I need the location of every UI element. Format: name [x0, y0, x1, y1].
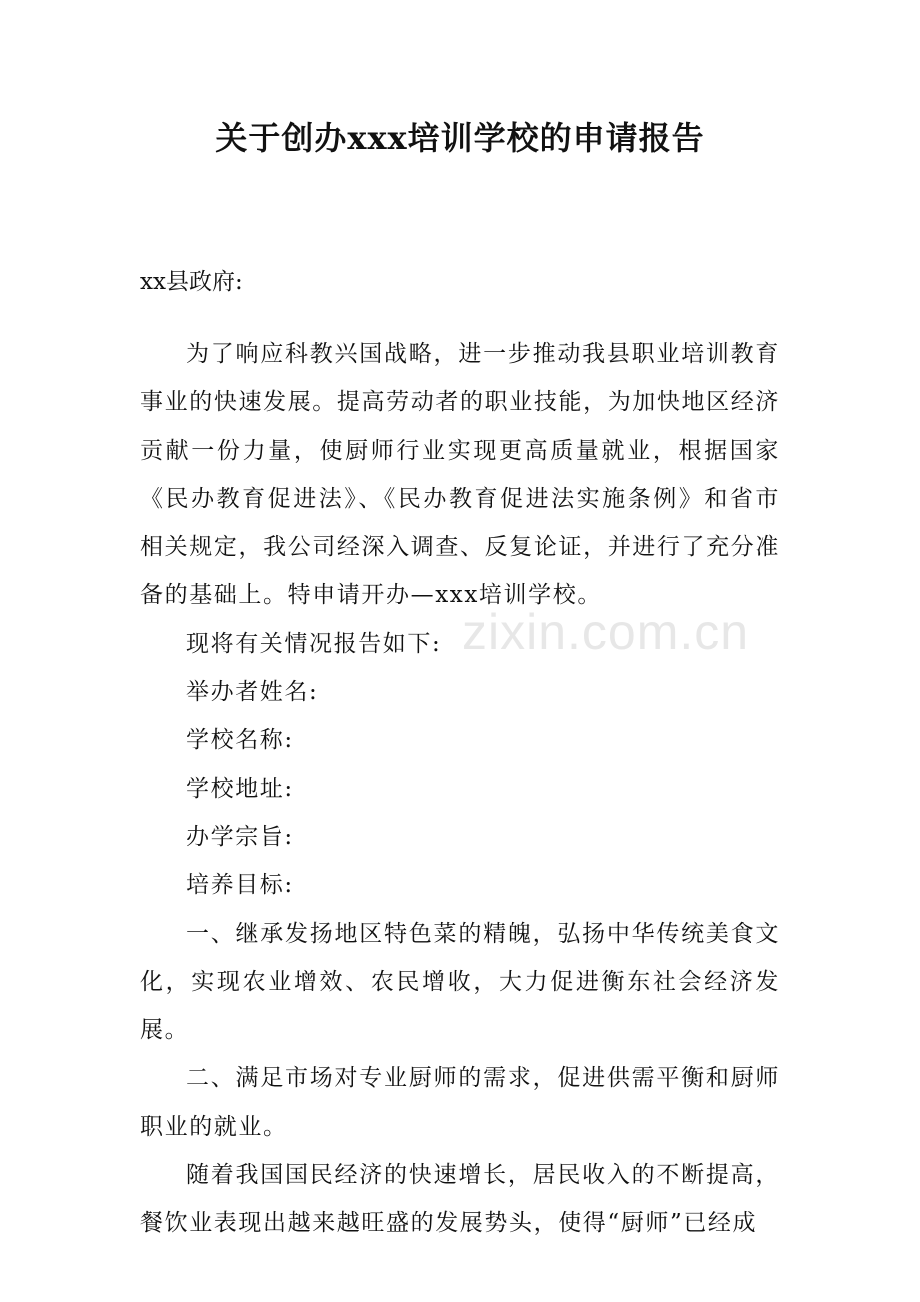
field-school-address: 学校地址: [186, 775, 294, 802]
salutation: xx县政府: [140, 269, 243, 295]
document-title: 关于创办xxx培训学校的申请报告 [215, 119, 705, 157]
paragraph-background: 随着我国国民经济的快速增长，居民收入的不断提高，餐饮业表现出越来越旺盛的发展势头，使得“厨师”已经成 [140, 1162, 780, 1237]
field-school-name: 学校名称: [186, 727, 294, 754]
document-body [140, 330, 780, 1248]
paragraph-report-lead: 现将有关情况报告如下: [186, 630, 442, 657]
paragraph-intro: 为了响应科教兴国战略，进一步推动我县职业培训教育事业的快速发展。提高劳动者的职业技能，为加快地区经济贡献一份力量，使厨师行业实现更高质量就业，根据国家《民办教育促进法》、《民办教育促进法实施条例》和省市相关规定，我公司经深入调查、反复论证，并进行了充分准备的基础上。特申请开办—xxx培训学校。 [140, 341, 780, 609]
paragraph-goal-one: 一、继承发扬地区特色菜的精魄，弘扬中华传统美食文化，实现农业增效、农民增收，大力促进衡东社会经济发展。 [140, 920, 780, 1044]
watermark: zixin.com.cn [462, 604, 750, 660]
field-organizer-name: 举办者姓名: [186, 679, 319, 706]
field-training-goals: 培养目标: [186, 872, 294, 899]
paragraph-goal-two: 二、满足市场对专业厨师的需求，促进供需平衡和厨师职业的就业。 [140, 1065, 780, 1140]
field-school-purpose: 办学宗旨: [186, 823, 294, 850]
